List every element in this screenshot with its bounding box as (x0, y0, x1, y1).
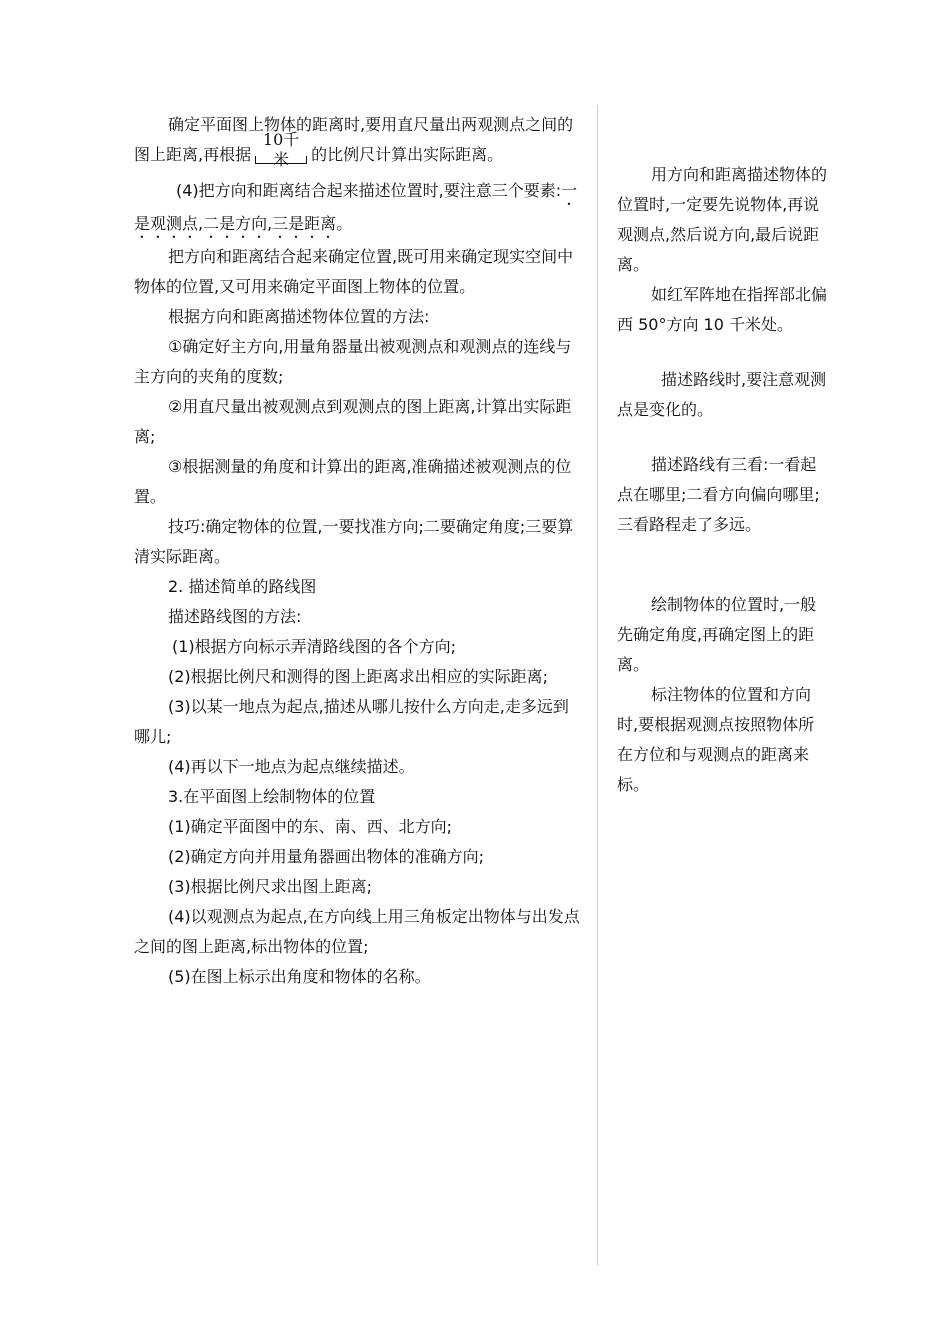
scale-bar (255, 130, 307, 169)
paragraph-draw-4: (4)以观测点为起点,在方向线上用三角板定出物体与出发点之间的图上距离,标出物体的位置; (134, 907, 580, 956)
side-note-example: 如红军阵地在指挥部北偏西 50°方向 10 千米处。 (617, 285, 828, 334)
paragraph-combine: 把方向和距离结合起来确定位置,既可用来确定现实空间中物体的位置,又可用来确定平面图上物体的位置。 (134, 247, 574, 296)
side-note-text: 描述路线时,要注意观测点是变化的。 (617, 370, 827, 419)
heading-draw-position: 3.在平面图上绘制物体的位置 (168, 787, 376, 806)
text-distance-intro: 确定平面图上物体的距离时,要用直尺量出两观测点之间的图上距离,再根据 (134, 115, 574, 164)
paragraph-draw-1: (1)确定平面图中的东、南、西、北方向; (168, 817, 453, 836)
paragraph-draw-2: (2)确定方向并用量角器画出物体的准确方向; (168, 847, 485, 866)
main-column (134, 110, 580, 992)
side-note-text: 绘制物体的位置时,一般先确定角度,再确定图上的距离。 (617, 595, 817, 674)
paragraph-route-method: 描述路线图的方法: (168, 607, 302, 626)
paragraph-route-4: (4)再以下一地点为起点继续描述。 (168, 757, 415, 776)
side-note-route-observer (617, 365, 827, 425)
text-elements-emphasis: 一是观测点,二是方向,三是距离 (134, 181, 578, 233)
side-note-text: 标注物体的位置和方向时,要根据观测点按照物体所在方位和与观测点的距离来标。 (617, 685, 815, 794)
side-note-text: 用方向和距离描述物体的位置时,一定要先说物体,再说观测点,然后说方向,最后说距离。 (617, 165, 828, 274)
paragraph-draw-5: (5)在图上标示出角度和物体的名称。 (168, 967, 431, 986)
side-note-route-three-looks (617, 450, 827, 540)
scale-label: 10千米 (262, 130, 300, 169)
paragraph-tip: 技巧:确定物体的位置,一要找准方向;二要确定角度;三要算清实际距离。 (134, 517, 574, 566)
paragraph-scale (134, 110, 580, 170)
scale-bracket (255, 156, 307, 164)
paragraph-route-1: (1)根据方向标示弄清路线图的各个方向; (172, 637, 457, 656)
side-note-drawing (617, 590, 827, 800)
paragraph-route-2: (2)根据比例尺和测得的图上距离求出相应的实际距离; (168, 667, 549, 686)
text-distance-end: 的比例尺计算出实际距离。 (311, 145, 504, 164)
column-divider (597, 105, 598, 1265)
paragraph-step-1: ①确定好主方向,用量角器量出被观测点和观测点的连线与主方向的夹角的度数; (134, 337, 572, 386)
side-note-text: 描述路线有三看:一看起点在哪里;二看方向偏向哪里;三看路程走了多远。 (617, 455, 820, 534)
paragraph-draw-3: (3)根据比例尺求出图上距离; (168, 877, 373, 896)
paragraph-three-elements (134, 176, 580, 242)
paragraph-method-title: 根据方向和距离描述物体位置的方法: (168, 307, 430, 326)
heading-route-map: 2. 描述简单的路线图 (168, 577, 317, 596)
text-elements-intro: (4)把方向和距离结合起来描述位置时,要注意三个要素: (176, 181, 562, 200)
paragraph-route-3: (3)以某一地点为起点,描述从哪儿按什么方向走,走多远到哪儿; (134, 697, 569, 746)
text-elements-end: 。 (336, 214, 353, 233)
paragraph-step-2: ②用直尺量出被观测点到观测点的图上距离,计算出实际距离; (134, 397, 572, 446)
paragraph-step-3: ③根据测量的角度和计算出的距离,准确描述被观测点的位置。 (134, 457, 572, 506)
side-note-describe-order (617, 160, 827, 340)
